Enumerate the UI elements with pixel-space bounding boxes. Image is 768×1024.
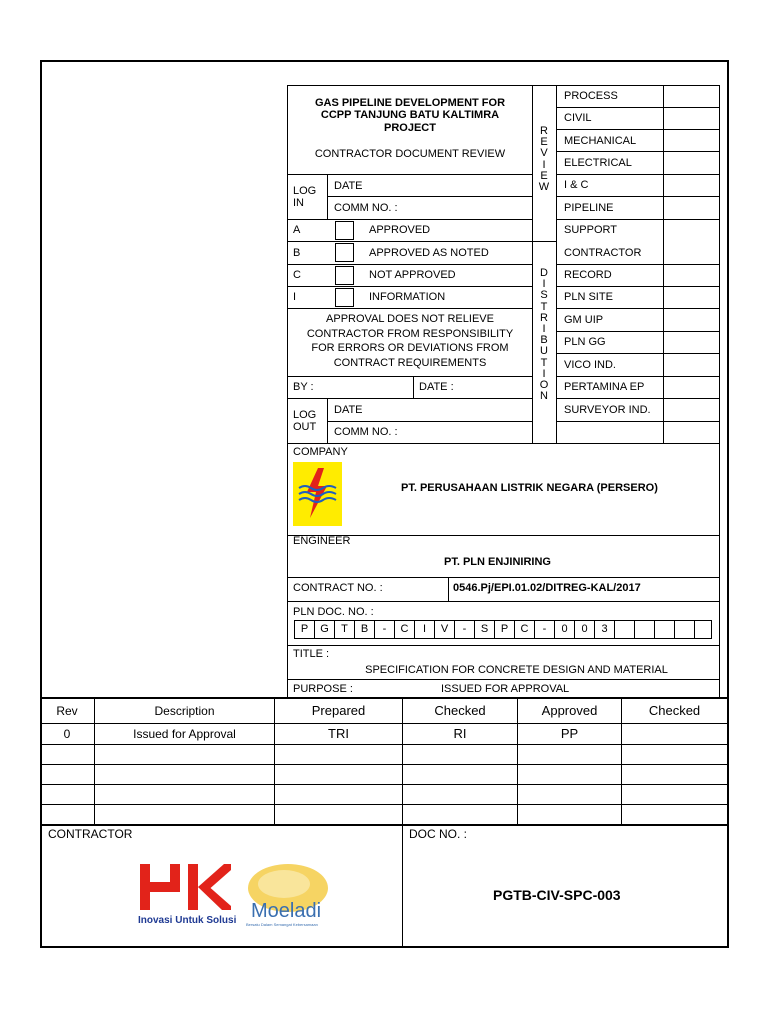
by-date-label: DATE :	[419, 381, 454, 393]
doc-char-box: V	[434, 620, 455, 639]
project-title-line1: GAS PIPELINE DEVELOPMENT FOR	[314, 97, 506, 109]
doc-char-box	[614, 620, 635, 639]
doc-char-box: 0	[574, 620, 595, 639]
project-title-line2: CCPP TANJUNG BATU KALTIMRA	[320, 109, 500, 121]
review-item: CIVIL	[564, 112, 592, 124]
log-out-label: LOG	[293, 409, 317, 421]
doc-char-box	[634, 620, 655, 639]
doc-char-box: 3	[594, 620, 615, 639]
doc-char-box: P	[494, 620, 515, 639]
table-header: Rev	[56, 704, 78, 718]
doc-char-box: C	[394, 620, 415, 639]
log-in-label-2: IN	[293, 197, 304, 209]
status-code: I	[293, 291, 297, 303]
doc-no-label: DOC NO. :	[409, 827, 468, 841]
hk-logo	[138, 862, 232, 916]
distribution-item: SURVEYOR IND.	[564, 404, 651, 416]
status-label: INFORMATION	[369, 291, 446, 303]
distribution-item: PLN GG	[564, 336, 606, 348]
status-label: NOT APPROVED	[369, 269, 456, 281]
doc-char-box	[674, 620, 695, 639]
moeladi-name: Moeladi	[251, 900, 322, 922]
engineer-name: PT. PLN ENJINIRING	[444, 556, 551, 568]
review-item: MECHANICAL	[564, 135, 637, 147]
log-out-comm-label: COMM NO. :	[334, 426, 398, 438]
by-label: BY :	[293, 381, 314, 393]
log-in-comm-label: COMM NO. :	[334, 202, 398, 214]
doc-char-box: -	[534, 620, 555, 639]
distribution-item: PERTAMINA EP	[564, 381, 645, 393]
contractor-label: CONTRACTOR	[48, 827, 133, 841]
review-vertical-label: R E V I E W	[538, 125, 550, 194]
doc-number: PGTB-CIV-SPC-003	[493, 887, 621, 903]
approved-checkbox[interactable]	[335, 221, 354, 240]
status-code: A	[293, 224, 301, 236]
contract-no-label: CONTRACT NO. :	[293, 582, 383, 594]
disclaimer-line: CONTRACT REQUIREMENTS	[333, 357, 487, 369]
distribution-vertical-label: D I S T R I B U T I O N	[539, 267, 549, 403]
table-cell: PP	[560, 726, 579, 741]
disclaimer-line: APPROVAL DOES NOT RELIEVE	[326, 313, 494, 325]
purpose-value: ISSUED FOR APPROVAL	[441, 683, 570, 695]
table-header: Checked	[648, 703, 701, 718]
table-header: Approved	[541, 703, 598, 718]
hk-tagline: Inovasi Untuk Solusi	[138, 915, 237, 926]
review-item: SUPPORT	[564, 224, 617, 236]
table-cell: RI	[453, 726, 467, 741]
moeladi-tagline: Bersatu Dalam Semangat Kebersamaan	[246, 922, 318, 927]
log-in-label: LOG	[293, 185, 317, 197]
review-item: I & C	[564, 179, 589, 191]
company-label: COMPANY	[293, 446, 348, 458]
doc-char-box: G	[314, 620, 335, 639]
doc-char-box: B	[354, 620, 375, 639]
pln-logo	[293, 462, 342, 526]
log-out-date-label: DATE	[334, 404, 363, 416]
information-checkbox[interactable]	[335, 288, 354, 307]
review-item: PIPELINE	[564, 202, 614, 214]
status-label: APPROVED AS NOTED	[369, 247, 489, 259]
doc-char-box: P	[294, 620, 315, 639]
status-code: B	[293, 247, 301, 259]
doc-char-box: C	[514, 620, 535, 639]
table-header: Description	[154, 704, 215, 718]
purpose-label: PURPOSE :	[293, 683, 353, 695]
disclaimer-line: FOR ERRORS OR DEVIATIONS FROM	[311, 342, 509, 354]
distribution-item: VICO IND.	[564, 359, 616, 371]
log-out-label-2: OUT	[293, 421, 317, 433]
review-item: PROCESS	[564, 90, 618, 102]
status-code: C	[293, 269, 301, 281]
doc-char-box: S	[474, 620, 495, 639]
contract-no-value: 0546.Pj/EPI.01.02/DITREG-KAL/2017	[453, 582, 641, 594]
table-header: Checked	[434, 703, 486, 718]
pln-doc-no-label: PLN DOC. NO. :	[293, 606, 374, 618]
title-label: TITLE :	[293, 648, 330, 660]
distribution-item: CONTRACTOR	[564, 247, 642, 259]
table-header: Prepared	[311, 703, 366, 718]
table-cell: Issued for Approval	[133, 727, 236, 741]
project-title-line3: PROJECT	[384, 122, 436, 134]
review-form-title: CONTRACTOR DOCUMENT REVIEW	[314, 148, 506, 160]
table-cell: 0	[63, 727, 71, 741]
doc-char-box	[654, 620, 675, 639]
distribution-item: RECORD	[564, 269, 612, 281]
engineer-label: ENGINEER	[293, 535, 351, 547]
log-in-date-label: DATE	[334, 180, 363, 192]
table-cell: TRI	[328, 726, 349, 741]
status-label: APPROVED	[369, 224, 431, 236]
doc-char-box: I	[414, 620, 435, 639]
document-title: SPECIFICATION FOR CONCRETE DESIGN AND MATERIAL	[365, 664, 668, 676]
disclaimer-line: CONTRACTOR FROM RESPONSIBILITY	[306, 328, 514, 340]
doc-char-box: 0	[554, 620, 575, 639]
not-approved-checkbox[interactable]	[335, 266, 354, 285]
review-item: ELECTRICAL	[564, 157, 632, 169]
doc-char-box: T	[334, 620, 355, 639]
approved-as-noted-checkbox[interactable]	[335, 243, 354, 262]
doc-char-box: -	[374, 620, 395, 639]
distribution-item: PLN SITE	[564, 291, 613, 303]
doc-char-box	[694, 620, 712, 639]
document-frame	[40, 60, 729, 948]
doc-char-box: -	[454, 620, 475, 639]
company-name: PT. PERUSAHAAN LISTRIK NEGARA (PERSERO)	[401, 482, 658, 494]
distribution-item: GM UIP	[564, 314, 604, 326]
